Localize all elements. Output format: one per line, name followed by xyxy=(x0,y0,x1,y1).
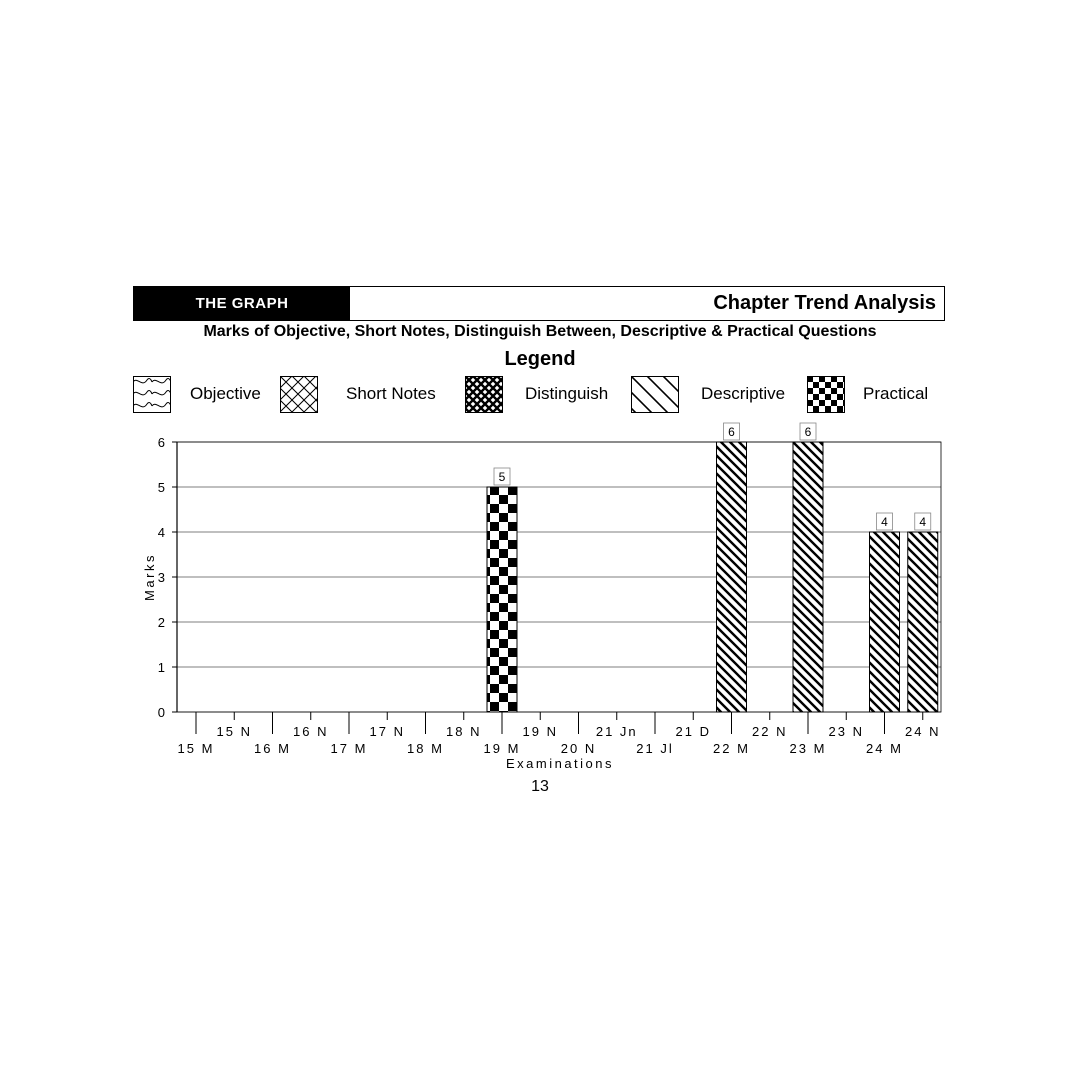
x-tick-label: 21 D xyxy=(675,724,711,739)
y-tick-label: 2 xyxy=(157,615,165,630)
data-label: 5 xyxy=(498,470,506,484)
x-tick-label: 18 M xyxy=(407,741,444,756)
legend-label-descriptive: Descriptive xyxy=(701,384,786,403)
x-tick-label: 24 M xyxy=(866,741,903,756)
y-tick-label: 4 xyxy=(157,525,165,540)
x-tick-label: 20 N xyxy=(560,741,597,756)
x-tick-label: 23 N xyxy=(828,724,864,739)
x-tick-label: 17 N xyxy=(369,724,405,739)
chart-subtitle: Marks of Objective, Short Notes, Distinguish Between, Descriptive & Practical Questions xyxy=(203,323,877,340)
legend-label-practical: Practical xyxy=(863,384,929,403)
x-tick-label: 16 N xyxy=(293,724,329,739)
bar xyxy=(717,442,747,712)
x-tick-label: 16 M xyxy=(254,741,291,756)
x-tick-label: 15 N xyxy=(216,724,252,739)
x-axis-label: Examinations xyxy=(505,756,615,771)
legend-label-short-notes: Short Notes xyxy=(346,384,436,403)
header-label: THE GRAPH xyxy=(134,287,350,320)
y-axis-label: Marks xyxy=(142,553,157,601)
x-tick-label: 21 Jn xyxy=(595,724,638,739)
data-label: 6 xyxy=(804,425,812,439)
bar xyxy=(870,532,900,712)
page-number: 13 xyxy=(531,778,549,795)
x-tick-label: 21 Jl xyxy=(636,741,674,756)
x-tick-label: 19 N xyxy=(522,724,558,739)
legend-title: Legend xyxy=(504,348,576,370)
y-tick-label: 3 xyxy=(157,570,165,585)
y-tick-label: 0 xyxy=(157,705,165,720)
bar xyxy=(487,487,517,712)
y-tick-label: 6 xyxy=(157,435,165,450)
legend-label-objective: Objective xyxy=(190,384,261,403)
x-tick-label: 22 N xyxy=(752,724,788,739)
x-tick-label: 23 M xyxy=(789,741,827,756)
data-label: 6 xyxy=(728,425,735,439)
x-tick-label: 18 N xyxy=(446,724,482,739)
legend-label-distinguish: Distinguish xyxy=(525,384,609,403)
x-tick-label: 15 M xyxy=(177,741,215,756)
y-tick-label: 1 xyxy=(157,660,165,675)
data-label: 4 xyxy=(919,515,927,529)
x-tick-label: 24 N xyxy=(905,724,941,739)
x-tick-label: 17 M xyxy=(330,741,368,756)
x-tick-label: 22 M xyxy=(713,741,750,756)
data-label: 4 xyxy=(881,515,888,529)
bar xyxy=(793,442,823,712)
x-tick-label: 19 M xyxy=(483,741,521,756)
bar xyxy=(908,532,938,712)
header-title: Chapter Trend Analysis xyxy=(713,292,936,314)
y-tick-label: 5 xyxy=(157,480,165,495)
